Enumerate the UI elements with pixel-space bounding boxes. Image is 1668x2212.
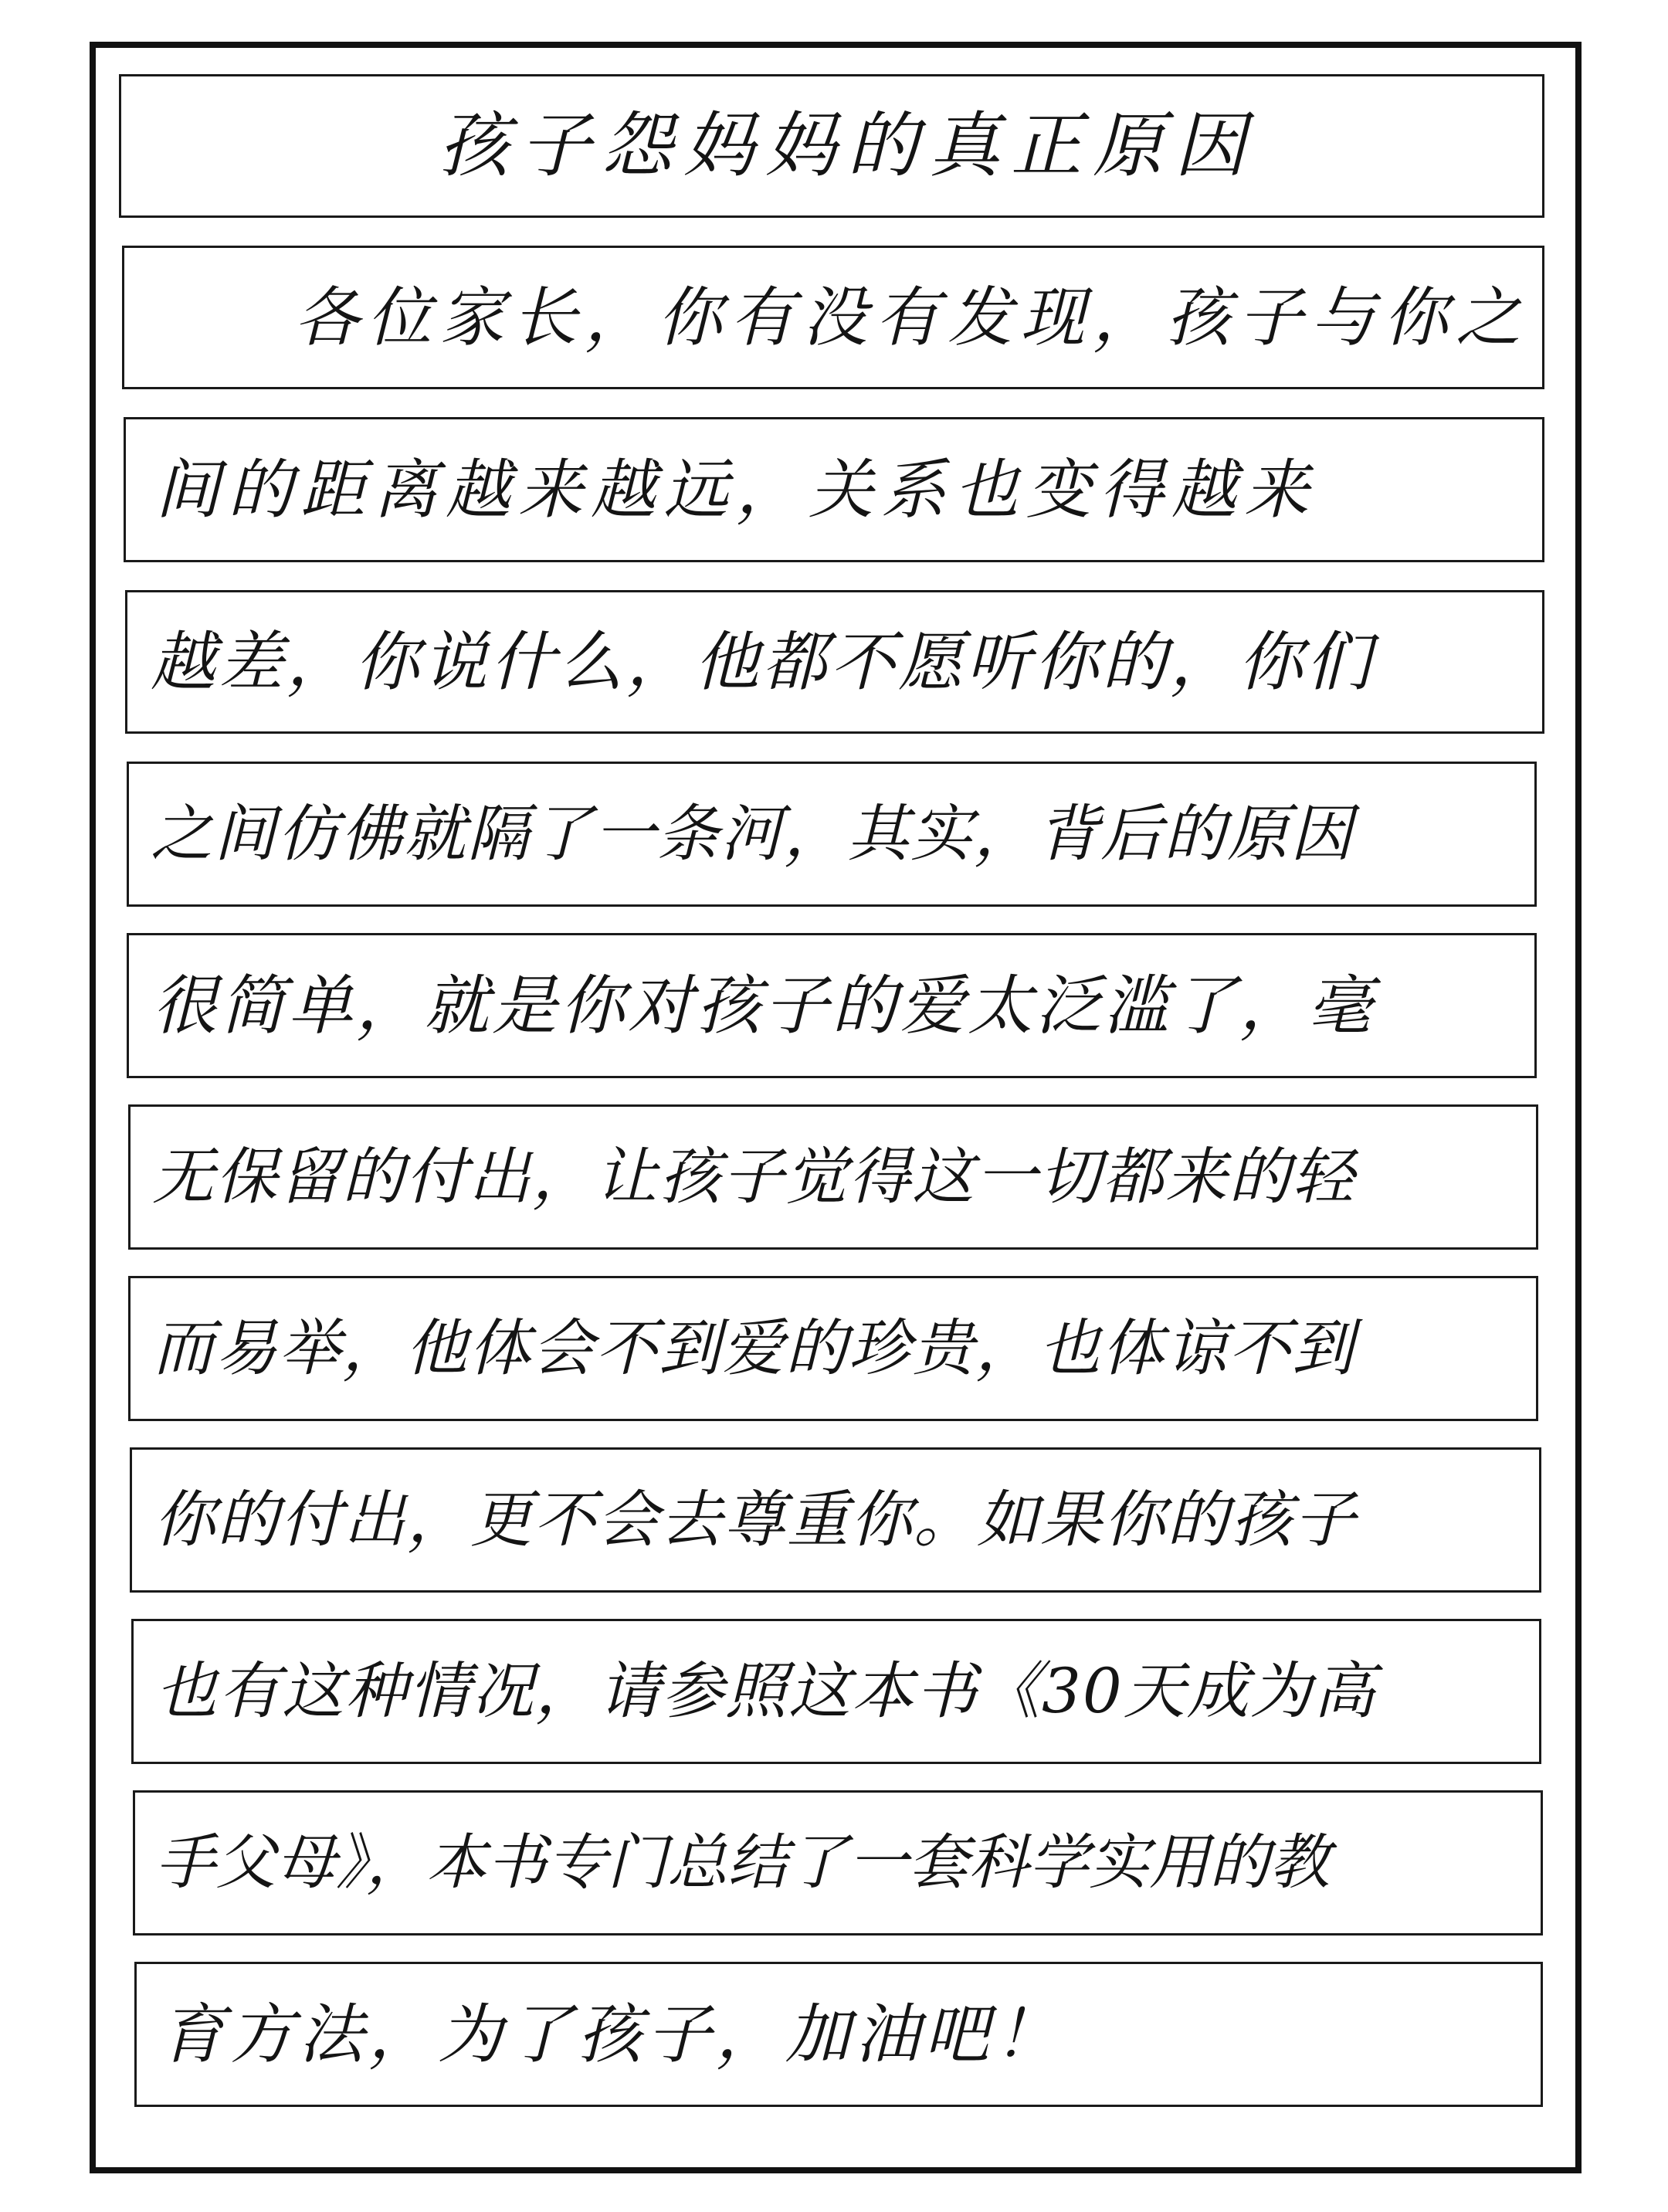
text-line-box bbox=[127, 762, 1537, 907]
text-line: 而易举，他体会不到爱的珍贵，也体谅不到 bbox=[152, 1312, 1355, 1384]
text-line: 各位家长，你有没有发现，孩子与你之 bbox=[294, 280, 1529, 355]
text-line-box bbox=[128, 1104, 1538, 1250]
text-line-box bbox=[130, 1447, 1541, 1593]
title-box bbox=[119, 74, 1544, 218]
text-line: 育方法，为了孩子，加油吧！ bbox=[160, 1997, 1064, 2072]
text-line-box bbox=[134, 1962, 1543, 2107]
text-line: 你的付出，更不会去尊重你。如果你的孩子 bbox=[154, 1484, 1357, 1556]
text-line: 越差，你说什么，他都不愿听你的，你们 bbox=[151, 624, 1375, 700]
text-line-box bbox=[128, 1276, 1538, 1421]
text-line-box bbox=[131, 1619, 1541, 1764]
text-line-box bbox=[133, 1790, 1543, 1936]
text-line-box bbox=[122, 246, 1544, 389]
text-line: 也有这种情况，请参照这本书《30天成为高 bbox=[155, 1655, 1377, 1727]
text-line: 很简单，就是你对孩子的爱太泛滥了，毫 bbox=[152, 968, 1376, 1043]
text-line-box bbox=[125, 590, 1544, 734]
text-line-box bbox=[127, 933, 1537, 1078]
text-line: 之间仿佛就隔了一条河，其实，背后的原因 bbox=[151, 798, 1354, 870]
text-line-box bbox=[124, 417, 1544, 562]
document-title: 孩子怨妈妈的真正原因 bbox=[437, 104, 1256, 187]
text-line: 间的距离越来越远，关系也变得越来 bbox=[155, 452, 1317, 528]
text-line: 手父母》，本书专门总结了一套科学实用的教 bbox=[155, 1828, 1331, 1898]
text-line: 无保留的付出，让孩子觉得这一切都来的轻 bbox=[152, 1141, 1355, 1213]
